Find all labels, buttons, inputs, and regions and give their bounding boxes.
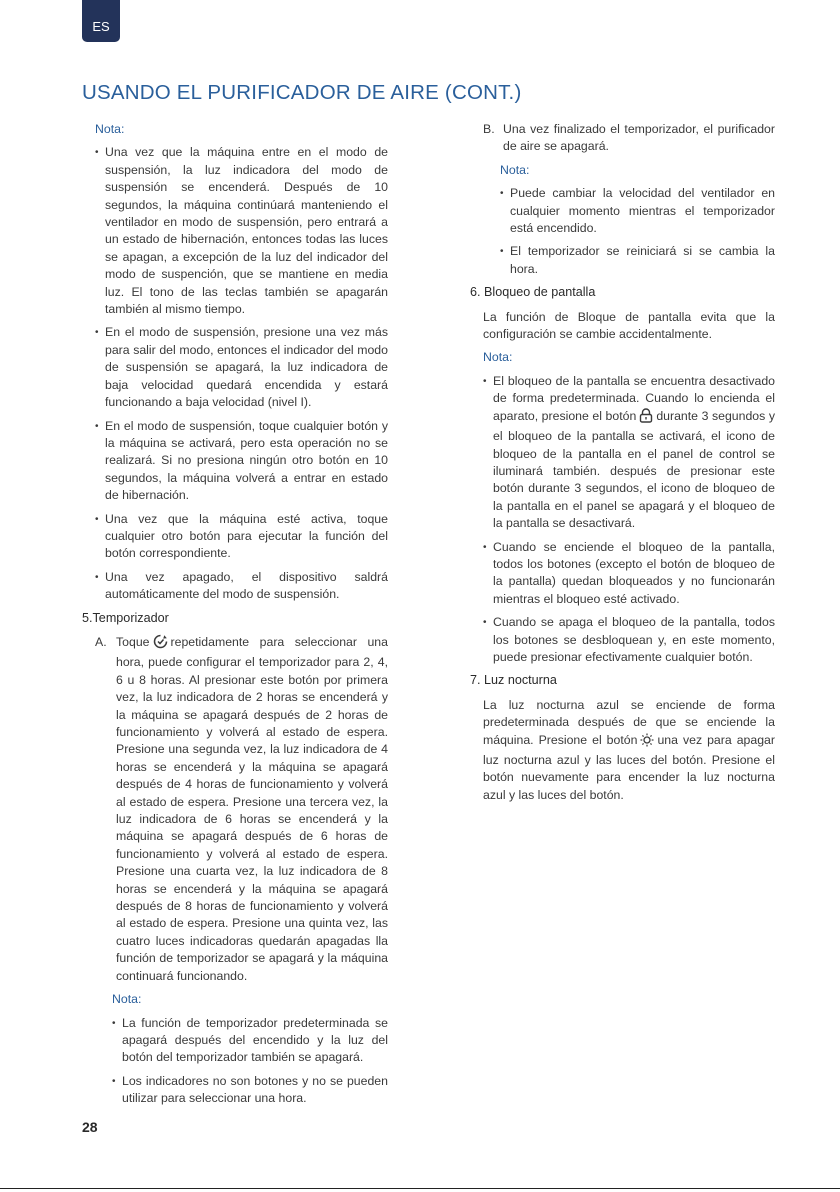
section-number: 7. <box>470 673 481 688</box>
bottom-rule <box>0 1188 840 1189</box>
lock-icon <box>639 408 653 428</box>
note-label: Nota: <box>95 122 125 136</box>
list-item: • Una vez que la máquina esté activa, toque cualquier otro botón para ejecutar la función del botón correspondiente. <box>95 511 388 563</box>
step-text <box>99 634 388 985</box>
paragraph-end: una vez para apagar luz nocturna azul y las luces del botón. Presione el botón nuevamente para encender la luz nocturna azul y las luces del botón. <box>483 732 775 802</box>
section-7-heading <box>470 672 775 689</box>
list-item: • Una vez que la máquina entre en el modo de suspensión, la luz indicadora del modo de suspensión se encenderá. Después de 10 segundos, la máquina continúará manteniendo el ventilador en modo de suspensión, pero entrará a un estado de hibernación, entonces todas las luces se apagan, a excepción de la luz del indicador del modo de suspención, que se mantiene en media luz. El tono de las teclas también se apagarán también al mismo tiempo. <box>95 144 388 318</box>
bullet-text-end: durante 3 segundos y el bloqueo de la pantalla se activará, el icono de bloqueo de la pantalla en el panel de control se iluminará también. después de presionar este botón durante 3 segundos, el icono de bloqueo de la pantalla en el panel se apagará y el bloqueo de la pantalla se desactivará. <box>493 408 776 531</box>
section-number: 5. <box>82 610 93 625</box>
step-text-end: repetidamente para seleccionar una hora, puede configurar el temporizador para 2, 4, 6 u 8 horas. Al presionar este botón por primera vez, la luz indicadora de 2 horas se encenderá y la máquina se apagará después de 2 horas de funcionamiento y volverá al estado de espera. Presione una segunda vez, la luz indicadora de 4 horas se encenderá y la máquina se apagará después de 4 horas de funcionamiento y volverá al estado de espera. Presione una tercera vez, la luz indicadora de 6 horas se encenderá y la máquina se apagará después de 6 horas de funcionamiento y volverá al estado de espera. Presione una cuarta vez, la luz indicadora de 8 horas se encenderá y la máquina se apagará después de 8 horas de funcionamiento y volverá al estado de espera. Presione una quinta vez, las cuatro luces indicadoras quedarán apagadas lla función de temporizador se apagará y la máquina continuará funcionando. <box>116 634 388 983</box>
sleep-notes-list <box>82 144 388 603</box>
night-light-text <box>470 697 775 804</box>
section-title: Bloqueo de pantalla <box>484 285 596 300</box>
timer-step-b <box>470 121 775 156</box>
list-item: • El temporizador se reiniciará si se cambia la hora. <box>500 243 775 278</box>
list-item: • Puede cambiar la velocidad del ventilador en cualquier momento mientras el temporizador está encendido. <box>500 185 775 237</box>
paragraph-start: La luz nocturna azul se enciende de forma predeterminada después de que se enciende la máquina. Presione el botón <box>483 697 775 747</box>
timer-icon <box>153 634 168 654</box>
list-item: • Cuando se enciende el bloqueo de la pantalla, todos los botones (excepto el botón de bloqueo de la pantalla) quedan bloqueados y no funcionarán mientras el bloqueo esté activado. <box>483 539 775 609</box>
page-title: USANDO EL PURIFICADOR DE AIRE (CONT.) <box>82 81 522 104</box>
page-number: 28 <box>82 1119 98 1135</box>
step-text: Una vez finalizado el temporizador, el purificador de aire se apagará. <box>503 122 775 154</box>
list-item: • En el modo de suspensión, toque cualquier botón y la máquina se activará, pero esta operación no se realizará. Si no presiona ningún otro botón en 10 segundos, la máquina volverá a entrar en estado de hibernación. <box>95 418 388 505</box>
note-label: Nota: <box>483 350 513 365</box>
section-title: Luz nocturna <box>484 673 557 688</box>
step-letter: B. <box>483 122 495 136</box>
list-item: • Una vez apagado, el dispositivo saldrá automáticamente del modo de suspensión. <box>95 569 388 604</box>
timer-step-a <box>82 634 388 985</box>
timer-notes <box>82 991 388 1107</box>
bullet-text-start: El bloqueo de la pantalla se encuentra desactivado de forma predeterminada. Cuando lo encienda el aparato, presione el botón <box>493 373 775 423</box>
screen-lock-notes <box>470 373 775 667</box>
timer-b-notes <box>470 162 775 278</box>
right-column <box>470 121 775 810</box>
section-number: 6. <box>470 285 481 300</box>
list-item: • En el modo de suspensión, presione una vez más para salir del modo, entonces el indicador del modo de suspensión se apagará, la luz indicadora de baja velocidad quedará encendida y estará funcionando a baja velocidad (nivel I). <box>95 324 388 411</box>
sun-icon <box>640 733 654 752</box>
step-text-start: Toque <box>116 634 150 649</box>
section-5-heading <box>82 610 388 627</box>
list-item: • Cuando se apaga el bloqueo de la pantalla, todos los botones se desbloquean y, en este momento, puede presionar efectivamente cualquier botón. <box>483 614 775 666</box>
list-item: • La función de temporizador predeterminada se apagará después del encendido y la luz del botón del temporizador también se apagará. <box>112 1015 388 1067</box>
note-label: Nota: <box>112 992 142 1007</box>
screen-lock-intro: La función de Bloque de pantalla evita que la configuración se cambie accidentalmente. <box>483 309 775 342</box>
note-label: Nota: <box>500 162 530 177</box>
section-title: Temporizador <box>92 610 169 625</box>
list-item: • Los indicadores no son botones y no se pueden utilizar para seleccionar una hora. <box>112 1073 388 1108</box>
step-letter: A. <box>95 634 107 649</box>
language-tab: ES <box>82 0 120 42</box>
section-6-heading <box>470 284 775 301</box>
left-column <box>82 121 388 1114</box>
list-item <box>483 373 775 533</box>
